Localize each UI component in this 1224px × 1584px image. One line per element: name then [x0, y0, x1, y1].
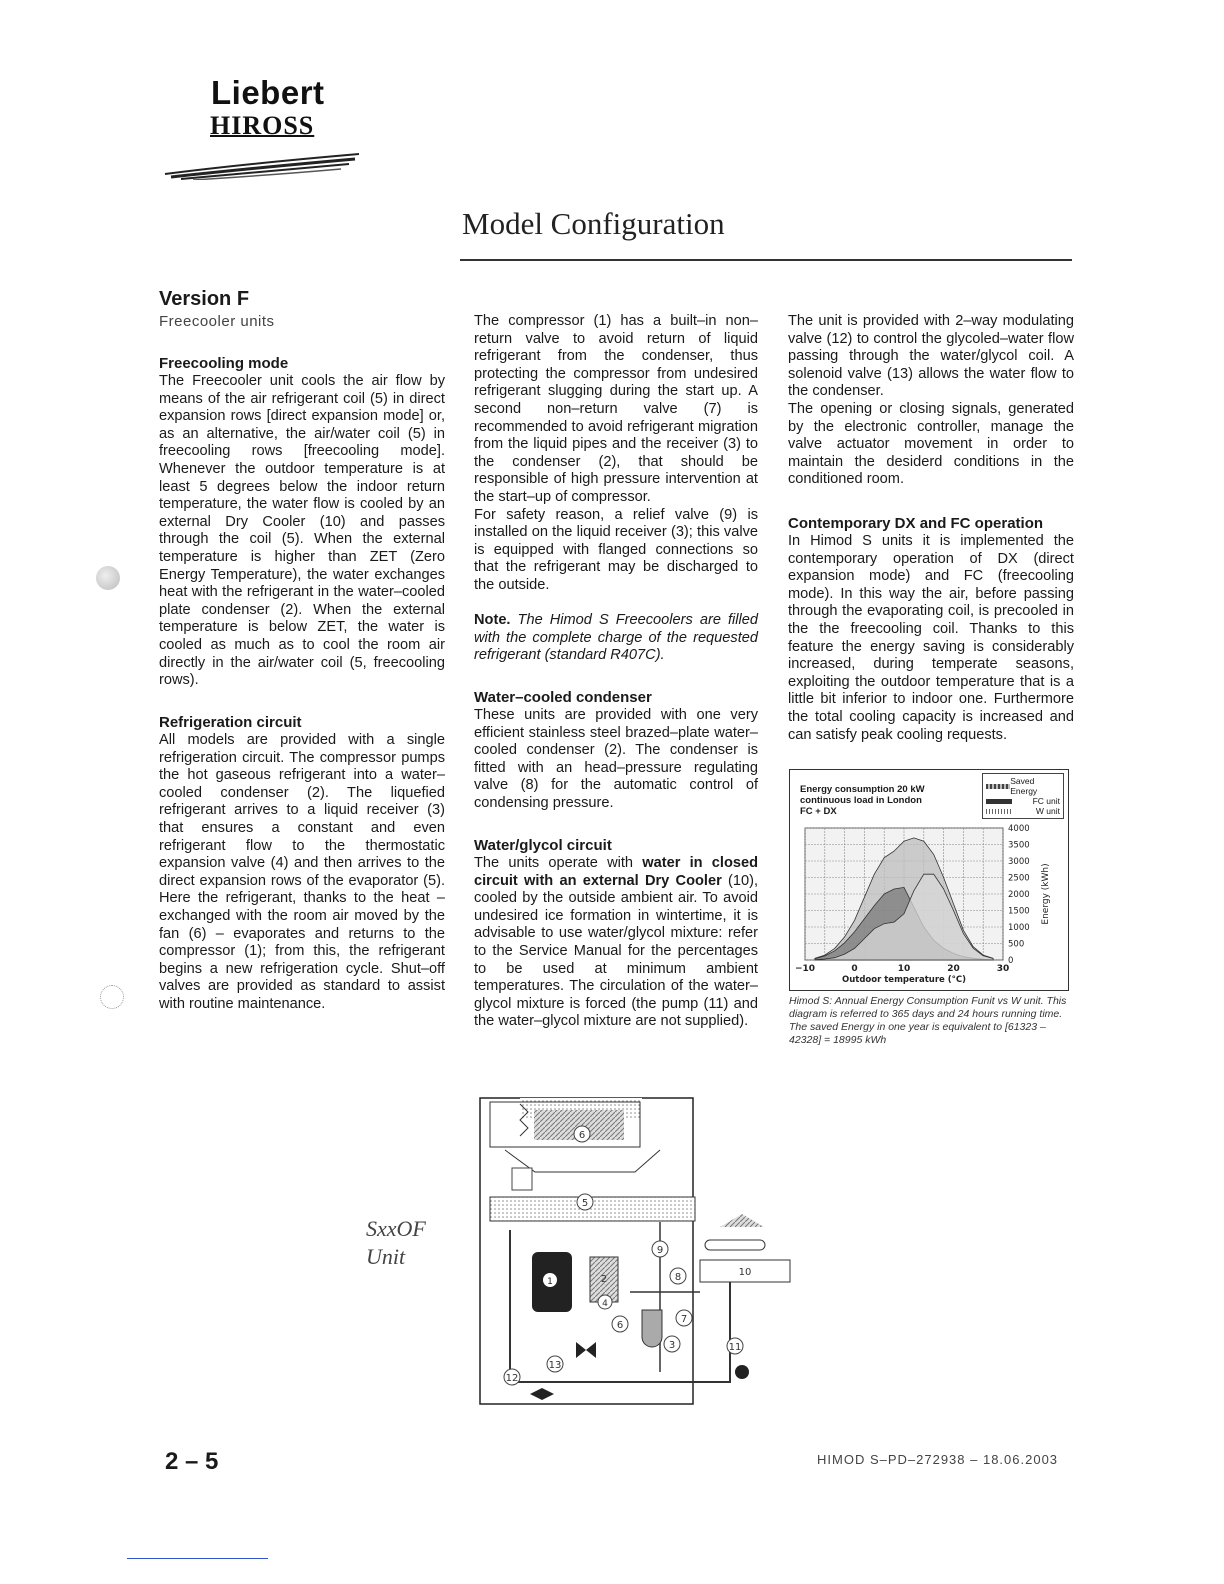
component-number: 1 [547, 1277, 553, 1287]
caption-line: Himod S: Annual Energy Consumption Funit vs W unit. This diagram is referred to 365 days and 24 hours running time. [789, 995, 1067, 1020]
y-tick-label: 1500 [1008, 906, 1030, 917]
page-title: Model Configuration [462, 206, 725, 241]
freecooling-heading: Freecooling mode [159, 355, 289, 372]
valve-section [788, 313, 1074, 489]
component-number: 11 [728, 1342, 742, 1353]
note-section [474, 612, 758, 665]
freecooling-text: The Freecooler unit cools the air flow by means of the air refrigerant coil (5) in direct expansion rows [direct expansion mode] or, as an alternative, the air/water coil (5) in freecooling rows [freecooling mode]. Whenever the outdoor temperature is at least 5 degrees below the indoor return temperature, the water flow is cooled by an external Dry Cooler (10) and passes through the coil (5). When the external temperature is higher than ZET (Zero Energy Temperature), the water exchanges heat with the refrigerant in the water–cooled plate condenser (2). When the external temperature is below ZET, the water is cooled as much as to cool the room air directly in the air/water coil (5, freecooling rows). [159, 373, 445, 689]
condenser-text: These units are provided with one very efficient stainless steel brazed–plate water–cooled condenser (2). The condenser is fitted with an head–pressure regulating valve (8) for the automatic control of condensing pressure. [474, 707, 758, 811]
compressor-text: The compressor (1) has a built–in non–return valve to avoid return of liquid refrigerant from the condenser, thus protecting the compressor from undesired refrigerant slugging during the start up. A second non–return valve (7) is recommended to avoid refrigerant migration from the liquid pipes and the receiver (3) to the condenser (2), that should be responsible of high pressure intervention at the start–up of compressor. [474, 313, 758, 505]
page-number: 2 – 5 [165, 1448, 219, 1475]
compressor-section [474, 313, 758, 595]
x-tick-label: 10 [897, 964, 911, 974]
y-tick-label: 2000 [1008, 890, 1030, 900]
chart-caption [789, 995, 1074, 1047]
valve-icon [576, 1342, 596, 1358]
component-number: 3 [668, 1340, 676, 1351]
condenser-heading: Water–cooled condenser [474, 689, 652, 706]
refrigeration-heading: Refrigeration circuit [159, 714, 302, 731]
freecooling-section [159, 355, 445, 690]
x-tick-label: 20 [947, 964, 960, 974]
contemporary-section [788, 515, 1074, 744]
y-tick-label: 3500 [1008, 840, 1030, 851]
component-number: 7 [680, 1314, 688, 1325]
signals-text: The opening or closing signals, generated by the electronic controller, manage the valve actuator movement in order to maintain the desiderd conditions in the conditioned room. [788, 400, 1074, 488]
brand-logo-hiross: HIROSS [210, 111, 315, 140]
y-tick-label: 3000 [1008, 857, 1030, 867]
y-tick-label: 4000 [1008, 824, 1030, 834]
component-number: 6 [578, 1130, 586, 1141]
y-tick-label: 500 [1008, 939, 1025, 950]
component-number: 6 [616, 1320, 624, 1331]
legend-entry: Saved Energy [1010, 776, 1038, 796]
chart-plot [790, 770, 1068, 990]
refrigeration-section [159, 714, 445, 1014]
legend-entry: FC unit [1032, 796, 1060, 806]
airflow-arrow-icon [720, 1214, 764, 1227]
glycol-section [474, 837, 758, 1031]
component-number: 4 [602, 1299, 608, 1309]
logo-waves-icon [163, 150, 363, 180]
note-label: Note. [474, 612, 511, 628]
refrigeration-text: All models are provided with a single refrigeration circuit. The compressor pumps the hot gaseous refrigerant into a water–cooled condenser (2). The liquefied refrigerant arrives to a liquid receiver (3) that ensures a constant and even refrigerant flow to the thermostatic expansion valve (4) and then arrives to the direct expansion rows of the evaporator (5). Here the refrigerant, thanks to the heat – exchanged with the room air moved by the fan (6) – evaporates and returns to the compressor (1); from this, the refrigerant begins a new refrigeration cycle. Shut–off valves are provided as standard to assist with routine maintenance. [159, 732, 445, 1012]
relief-valve-text: For safety reason, a relief valve (9) is installed on the liquid receiver (3); this valve is equipped with flanged connections so that the refrigerant may be discharged to the outside. [474, 506, 758, 593]
contemporary-text: In Himod S units it is implemented the contemporary operation of DX (direct expansion mode) and FC (freecooling mode). In this way the air, before passing through the evaporating coil, is precooled in the the freecooling coil. Thanks to this feature the energy saving is considerably increased, during temperate seasons, exploiting the outdoor temperature that is a little bit inferior to indoor one. Furthermore the total cooling capacity is increased and can satisfy peak cooling requests. [788, 533, 1074, 743]
valve-text: The unit is provided with 2–way modulating valve (12) to control the glycoled–water flow passing through the water/glycol coil. A solenoid valve (13) allows the water flow to the condenser. [788, 313, 1074, 400]
component-number: 2 [600, 1274, 608, 1285]
liquid-receiver-icon [642, 1310, 662, 1347]
punch-hole-mark [100, 985, 124, 1009]
x-tick-label: 0 [851, 964, 858, 974]
component-number: 10 [738, 1267, 752, 1278]
y-axis-label: Energy (kWh) [1041, 863, 1051, 925]
x-axis-label: Outdoor temperature (°C) [841, 975, 967, 985]
energy-chart [789, 769, 1069, 991]
x-tick-label: 30 [996, 964, 1010, 974]
component-number: 8 [674, 1272, 682, 1283]
y-tick-label: 0 [1008, 956, 1014, 966]
component-number: 12 [505, 1373, 519, 1384]
condenser-section [474, 689, 758, 813]
y-tick-label: 1000 [1008, 923, 1030, 933]
document-reference: HIMOD S–PD–272938 – 18.06.2003 [817, 1452, 1059, 1467]
component-number: 13 [548, 1360, 562, 1371]
note-text: The Himod S Freecoolers are filled with the complete charge of the requested refrigerant (standard R407C). [474, 612, 759, 664]
chart-title: Energy consumption 20 kW continuous load in London FC + DX [800, 784, 925, 817]
glycol-heading: Water/glycol circuit [474, 837, 612, 854]
brand-logo-liebert: Liebert [211, 74, 325, 111]
handwritten-label: SxxOF [366, 1216, 426, 1241]
dry-cooler-fan-icon [705, 1240, 765, 1250]
caption-line: The saved Energy in one year is equivalent to [61323 – 42328] = 18995 kWh [789, 1021, 1046, 1046]
footer-rule [127, 1558, 268, 1559]
component-number: 9 [656, 1245, 664, 1256]
y-tick-label: 2500 [1008, 873, 1030, 884]
version-heading: Version F [159, 288, 250, 310]
title-rule [460, 259, 1072, 261]
glycol-text: The units operate with water in closed circuit with an external Dry Cooler (10), cooled by the outside ambient air. To avoid undesired ice formation in wintertime, it is advisable to use water/glycol mixture: refer to the Service Manual for the percentages to be used at minimum ambient temperatures. The circulation of the water–glycol mixture is forced (the pump (11) and the water–glycol mixture are not supplied). [474, 855, 759, 1030]
valve-icon [530, 1388, 554, 1400]
unit-schematic [450, 1092, 802, 1412]
punch-hole-mark [96, 566, 120, 590]
contemporary-heading: Contemporary DX and FC operation [788, 515, 1044, 532]
handwritten-label: Unit [366, 1244, 406, 1269]
legend-entry: W unit [1035, 806, 1060, 816]
component-number: 5 [581, 1198, 589, 1209]
version-subheading: Freecooler units [159, 313, 275, 330]
pump-icon [735, 1365, 749, 1379]
x-tick-label: −10 [794, 964, 816, 974]
expansion-valve-icon [512, 1168, 532, 1190]
